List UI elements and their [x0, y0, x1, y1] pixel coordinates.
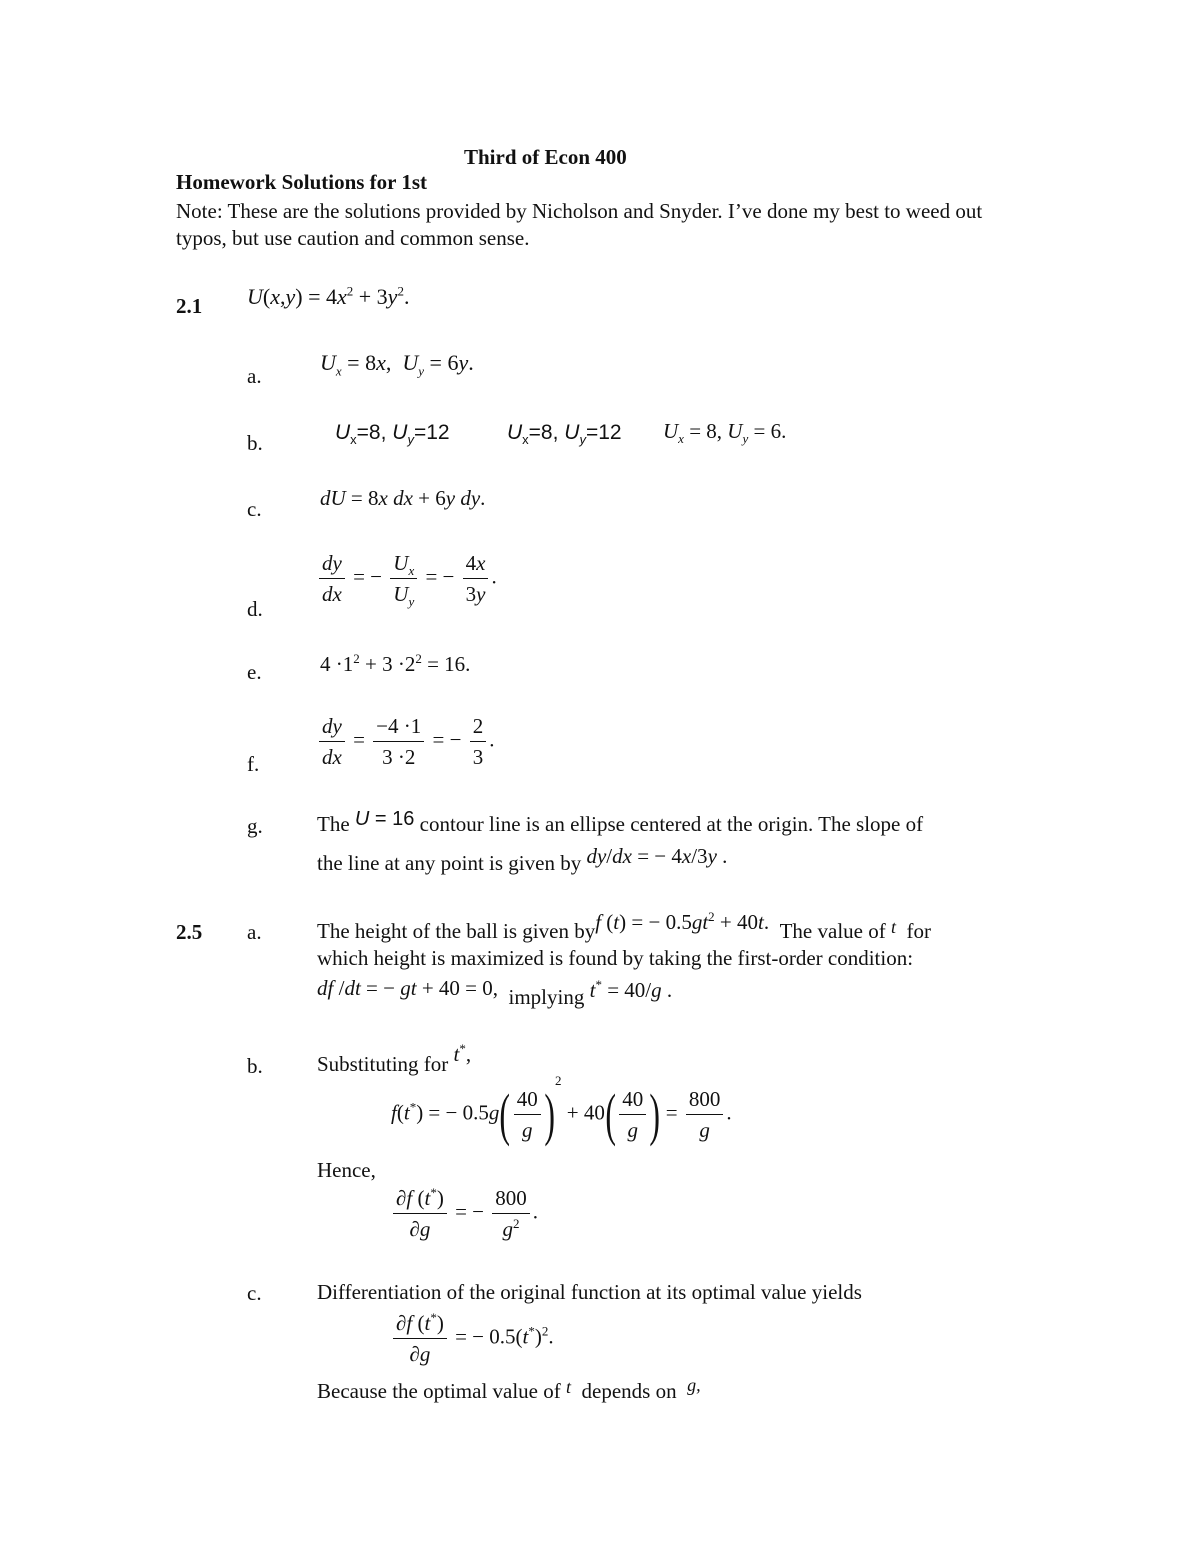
- part-2-5-c-line-2: [317, 1375, 701, 1404]
- part-b-expression-2: $U_x=8$, $U_y=12$: [507, 421, 622, 448]
- height-text: The height of the ball is given by: [317, 919, 596, 943]
- document-note: Note: These are the solutions provided by Nicholson and Snyder. I’ve done my best to weed out typos, but use caution and common sense.: [176, 199, 983, 250]
- height-function: f (t) = − $0.5gt^2 + 40t$.: [595, 909, 770, 934]
- part-c-label: c.: [247, 497, 262, 521]
- part-c-total-differential: dU = 8x dx + 6y dy.: [320, 486, 486, 510]
- variable-t: t: [890, 917, 896, 937]
- problem-2-1-number: 2.1: [176, 294, 203, 318]
- for-text: for: [906, 919, 931, 943]
- part-g-line-2: [317, 844, 728, 876]
- implying-text: implying: [508, 985, 585, 1009]
- part-2-5-c-label: c.: [247, 1281, 262, 1305]
- part-2-5-c-envelope-equation: $\frac{\partial f (t^*)}{\partial g}$ = − $0.5(t^*)^2$.: [390, 1308, 554, 1369]
- problem-2-1-utility-function: $U(x,y) = 4x^2 + 3y^2$.: [247, 283, 410, 309]
- variable-g: g,: [687, 1375, 701, 1395]
- part-e-utility-value: $4 \cdot 1^2 + 3 \cdot 2^2 = 16$.: [320, 651, 471, 676]
- part-b-expression-3: $U_x = 8$, $U_y = 6$.: [663, 419, 787, 447]
- first-order-condition: df /dt = − gt + 40 = 0,: [317, 976, 498, 1000]
- part-g-contour-value: U = 16: [354, 808, 415, 830]
- part-a-label: a.: [247, 364, 262, 388]
- part-2-5-c-line-1: Differentiation of the original function at its optimal value yields: [317, 1280, 862, 1304]
- part-f-label: f.: [247, 752, 260, 776]
- part-g-label: g.: [247, 814, 263, 838]
- value-of-text: The value of: [779, 919, 886, 943]
- part-a-marginal-utilities: $U_x = 8x$, $U_y = 6y$.: [320, 350, 474, 379]
- part-2-5-b-label: b.: [247, 1054, 263, 1078]
- because-text: Because the optimal value of: [317, 1379, 561, 1403]
- part-2-5-a-line-3: [317, 976, 673, 1009]
- problem-2-5-number: 2.5: [176, 920, 203, 944]
- part-2-5-a-line-2: which height is maximized is found by taking the first-order condition:: [317, 946, 914, 970]
- part-2-5-b-derivative-equation: $\frac{\partial f (t^*)}{\partial g}$ = − $\frac{800}{g^2}$ .: [390, 1183, 538, 1244]
- part-b-label: b.: [247, 431, 263, 455]
- document-title: Third of Econ 400: [464, 145, 627, 169]
- part-g-slope-expression: dy/dx = − 4x/3y .: [586, 844, 728, 868]
- part-g-text-contour: contour line is an ellipse centered at the origin. The slope of: [419, 812, 924, 836]
- part-b-expression-1: $U_x=8$, $U_y=12$: [335, 421, 450, 448]
- part-g-text-slope: the line at any point is given by: [317, 851, 582, 875]
- part-2-5-b-substitution-equation: f(t*) = − 0.5g( $\frac{40}{g}$ )$^2$ + 40( $\frac{40}{g}$ ) = $\frac{800}{g}$ .: [391, 1073, 732, 1147]
- t-star-symbol: t*,: [453, 1041, 472, 1066]
- part-f-slope-value: $\frac{dy}{dx}$ = $\frac{-4 \cdot 1}{3 \cdot 2}$ = − $\frac{2}{3}$ .: [316, 711, 494, 772]
- optimal-time: t* = 40/g .: [589, 977, 673, 1002]
- document-subtitle: Homework Solutions for 1st: [176, 170, 428, 194]
- part-2-5-a-label: a.: [247, 920, 262, 944]
- part-e-label: e.: [247, 660, 262, 684]
- part-2-5-a-line-1: [317, 909, 931, 944]
- part-g-line-1: [317, 808, 924, 837]
- part-2-5-b-hence: Hence,: [317, 1158, 376, 1182]
- part-g-text-the: The: [317, 812, 350, 836]
- part-d-label: d.: [247, 597, 263, 621]
- part-d-slope-equation: $\frac{dy}{dx}$ = − $\frac{U_x}{U_y}$ = − $\frac{4x}{3y}$ .: [316, 548, 497, 609]
- part-2-5-b-line-1: [317, 1041, 472, 1077]
- substituting-text: Substituting for: [317, 1052, 449, 1076]
- variable-t-2: t: [566, 1377, 572, 1397]
- depends-on-text: depends on: [581, 1379, 677, 1403]
